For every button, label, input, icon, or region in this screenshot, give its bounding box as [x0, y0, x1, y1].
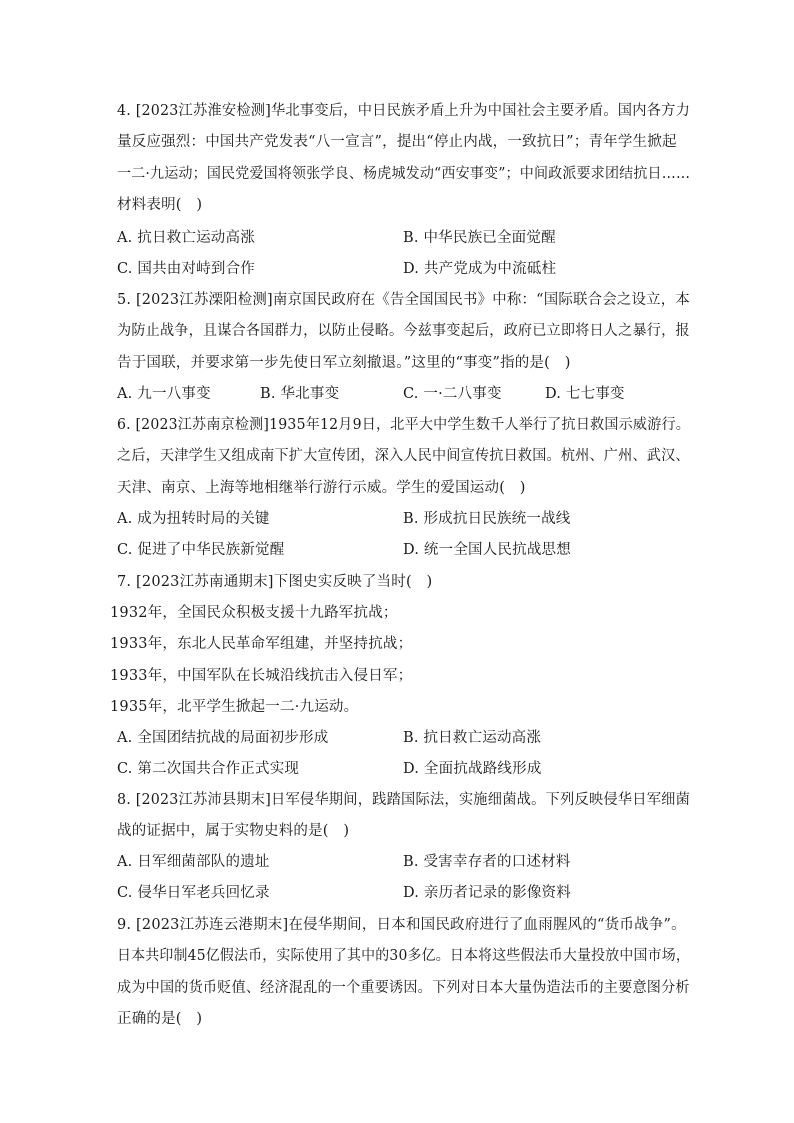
- q5-option-c: C. 一·二八事变: [403, 386, 502, 402]
- q4-stem-line-1: 4. [2023江苏淮安检测]华北事变后，中日民族矛盾上升为中国社会主要矛盾。国内各方力: [117, 103, 691, 119]
- q6-stem-line-3: 天津、南京、上海等地相继举行游行示威。学生的爱国运动( ): [117, 480, 526, 496]
- q8-stem-line-1: 8. [2023江苏沛县期末]日军侵华期间，践踏国际法，实施细菌战。下列反映侵华日军细菌: [117, 792, 691, 808]
- q6-option-c: C. 促进了中华民族新觉醒: [117, 542, 285, 558]
- q6-stem-line-2: 之后，天津学生又组成南下扩大宣传团，深入人民中间宣传抗日救国。杭州、广州、武汉、: [117, 448, 690, 464]
- q7-fact-3: 1933年，中国军队在长城沿线抗击入侵日军；: [110, 668, 413, 684]
- q5-stem-line-3: 告于国联，并要求第一步先使日军立刻撤退。”这里的“事变”指的是( ): [117, 355, 571, 371]
- q9-stem-line-1: 9. [2023江苏连云港期末]在侵华期间，日本和国民政府进行了血雨腥风的“货币战争”。: [117, 917, 686, 933]
- q4-stem-line-2: 量反应强烈：中国共产党发表“八一宣言”，提出“停止内战，一致抗日”；青年学生掀起: [117, 134, 677, 150]
- q7-fact-2: 1933年，东北人民革命军组建，并坚持抗战；: [110, 636, 413, 652]
- q7-option-a: A. 全国团结抗战的局面初步形成: [117, 730, 329, 746]
- q7-option-b: B. 抗日救亡运动高涨: [403, 730, 542, 746]
- q7-stem-line-1: 7. [2023江苏南通期末]下图史实反映了当时( ): [117, 574, 433, 590]
- q6-stem-line-1: 6. [2023江苏南京检测]1935年12月9日，北平大中学生数千人举行了抗日救国示威游行。: [117, 417, 691, 433]
- q9-stem-line-2: 日本共印制45亿假法币，实际使用了其中的30多亿。日本将这些假法币大量投放中国市场，: [117, 948, 691, 964]
- q5-stem-line-2: 为防止战争，且谋合各国群力，以防止侵略。今兹事变起后，政府已立即将日人之暴行，报: [117, 323, 690, 339]
- q7-fact-4: 1935年，北平学生掀起一二·九运动。: [110, 699, 359, 715]
- q7-fact-1: 1932年，全国民众积极支援十九路军抗战；: [110, 605, 398, 621]
- q9-stem-line-4: 正确的是( ): [117, 1011, 203, 1027]
- q5-stem-line-1: 5. [2023江苏溧阳检测]南京国民政府在《告全国国民书》中称：“国际联合会之设立，本: [117, 292, 690, 308]
- q5-option-d: D. 七七事变: [545, 386, 625, 402]
- q4-stem-line-4: 材料表明( ): [117, 197, 203, 213]
- q7-option-c: C. 第二次国共合作正式实现: [117, 761, 300, 777]
- q4-option-b: B. 中华民族已全面觉醒: [403, 230, 556, 246]
- q7-option-d: D. 全面抗战路线形成: [403, 761, 542, 777]
- q6-option-d: D. 统一全国人民抗战思想: [403, 542, 571, 558]
- q5-option-b: B. 华北事变: [260, 386, 340, 402]
- q4-option-d: D. 共产党成为中流砥柱: [403, 261, 557, 277]
- q4-stem-line-3: 一二·九运动；国民党爱国将领张学良、杨虎城发动“西安事变”；中间政派要求团结抗日……: [117, 166, 691, 182]
- q5-option-a: A. 九一八事变: [117, 386, 211, 402]
- q8-option-b: B. 受害幸存者的口述材料: [403, 854, 571, 870]
- q8-stem-line-2: 战的证据中，属于实物史料的是( ): [117, 823, 350, 839]
- q6-option-a: A. 成为扭转时局的关键: [117, 511, 270, 527]
- q4-option-a: A. 抗日救亡运动高涨: [117, 230, 255, 246]
- q8-option-a: A. 日军细菌部队的遗址: [117, 854, 270, 870]
- q9-stem-line-3: 成为中国的货币贬值、经济混乱的一个重要诱因。下列对日本大量伪造法币的主要意图分析: [117, 980, 690, 996]
- q8-option-d: D. 亲历者记录的影像资料: [403, 885, 571, 901]
- q6-option-b: B. 形成抗日民族统一战线: [403, 511, 571, 527]
- q8-option-c: C. 侵华日军老兵回忆录: [117, 885, 270, 901]
- q4-option-c: C. 国共由对峙到合作: [117, 261, 255, 277]
